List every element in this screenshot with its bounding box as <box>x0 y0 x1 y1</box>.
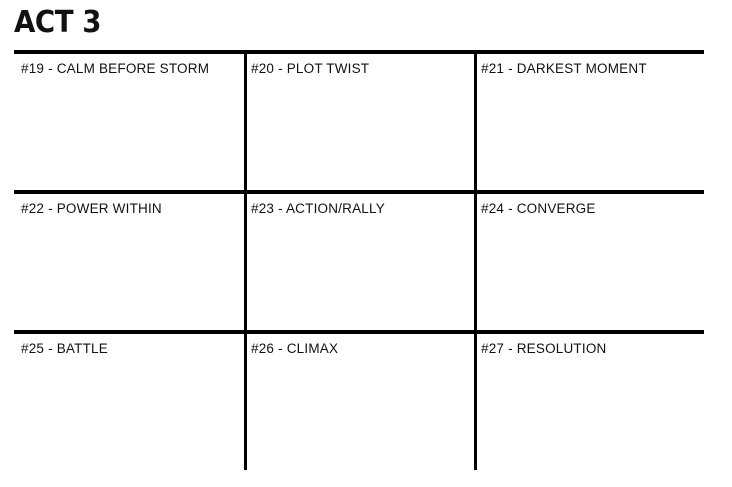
cell-label: #20 - PLOT TWIST <box>251 61 370 76</box>
cell-divider <box>474 334 477 470</box>
storyboard-cell[interactable] <box>474 50 704 190</box>
cell-divider <box>474 194 477 330</box>
cell-label: #19 - CALM BEFORE STORM <box>21 61 210 76</box>
storyboard-cell[interactable] <box>14 190 244 330</box>
cell-label: #23 - ACTION/RALLY <box>251 201 385 216</box>
storyboard-row <box>14 330 704 470</box>
cell-drawing-area[interactable] <box>244 217 474 317</box>
cell-drawing-area[interactable] <box>474 217 704 317</box>
cell-divider <box>244 54 247 190</box>
page-title: ACT 3 <box>14 5 101 40</box>
cell-drawing-area[interactable] <box>14 77 244 177</box>
cell-label: #25 - BATTLE <box>21 341 108 356</box>
cell-divider <box>244 334 247 470</box>
cell-drawing-area[interactable] <box>14 357 244 457</box>
storyboard-cell[interactable] <box>14 50 244 190</box>
storyboard-cell[interactable] <box>474 190 704 330</box>
storyboard-cell[interactable] <box>244 50 474 190</box>
cell-label: #22 - POWER WITHIN <box>21 201 162 216</box>
storyboard-row <box>14 50 704 190</box>
cell-label: #21 - DARKEST MOMENT <box>481 61 647 76</box>
storyboard-grid <box>14 50 704 480</box>
cell-drawing-area[interactable] <box>14 217 244 317</box>
cell-drawing-area[interactable] <box>244 357 474 457</box>
storyboard-cell[interactable] <box>474 330 704 470</box>
storyboard-cell[interactable] <box>244 330 474 470</box>
cell-drawing-area[interactable] <box>474 357 704 457</box>
cell-divider <box>244 194 247 330</box>
cell-divider <box>474 54 477 190</box>
storyboard-cell[interactable] <box>14 330 244 470</box>
cell-label: #27 - RESOLUTION <box>481 341 607 356</box>
cell-drawing-area[interactable] <box>244 77 474 177</box>
storyboard-row <box>14 190 704 330</box>
cell-label: #26 - CLIMAX <box>251 341 339 356</box>
storyboard-cell[interactable] <box>244 190 474 330</box>
cell-drawing-area[interactable] <box>474 77 704 177</box>
cell-label: #24 - CONVERGE <box>481 201 596 216</box>
